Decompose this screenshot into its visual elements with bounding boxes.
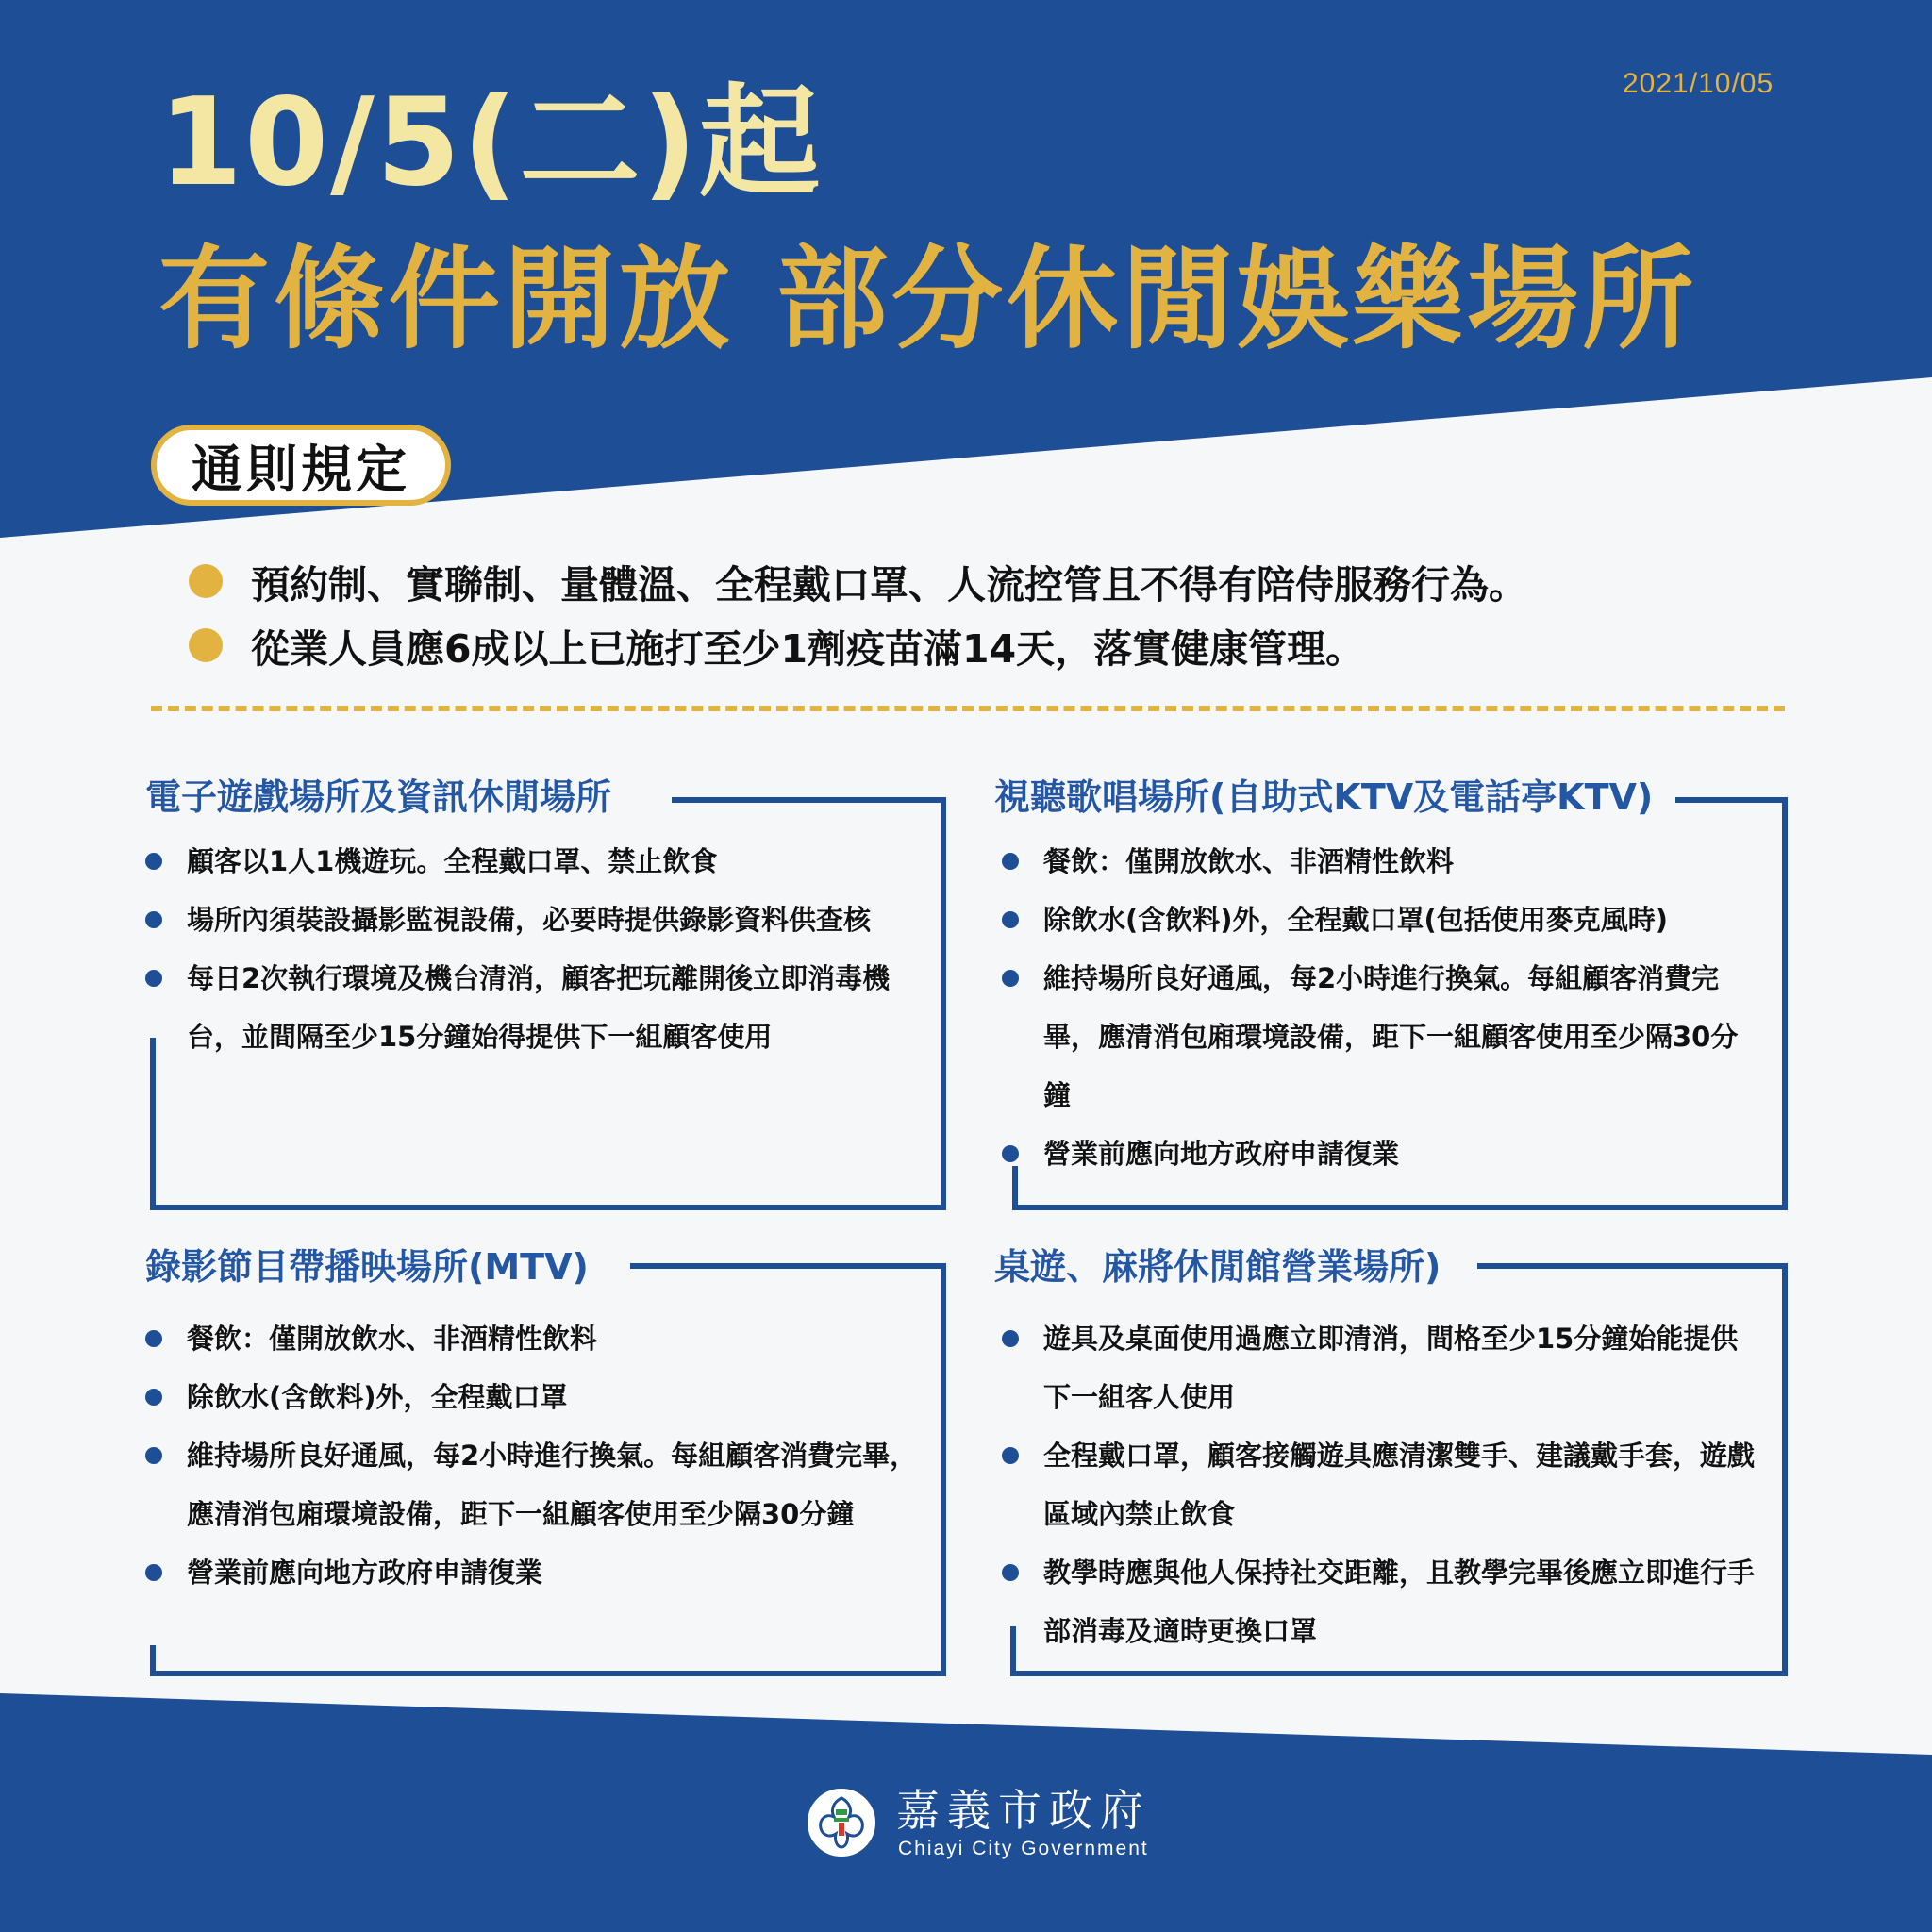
section-title-mtv: 錄影節目帶播映場所(MTV) (145, 1246, 589, 1288)
section-list-arcade (145, 832, 919, 1066)
organization-name-english: Chiayi City Government (898, 1838, 1149, 1859)
list-item: 營業前應向地方政府申請復業 (1002, 1124, 1757, 1183)
general-rule-text: 預約制、實聯制、量體溫、全程戴口罩、人流控管且不得有陪侍服務行為。 (251, 561, 1527, 608)
list-item: 場所內須裝設攝影監視設備，必要時提供錄影資料供查核 (145, 891, 919, 949)
section-title-board-games: 桌遊、麻將休閒館營業場所) (994, 1246, 1441, 1288)
list-item: 教學時應與他人保持社交距離，且教學完畢後應立即進行手部消毒及適時更換口罩 (1002, 1543, 1757, 1660)
bullet-dot-icon (1002, 853, 1019, 870)
section-list-board-games (1002, 1309, 1757, 1660)
section-title-ktv: 視聽歌唱場所(自助式KTV及電話亭KTV) (994, 776, 1654, 818)
bullet-dot-icon (189, 564, 223, 598)
bullet-dot-icon (145, 1564, 162, 1581)
bullet-dot-icon (189, 628, 223, 662)
list-item: 遊具及桌面使用過應立即清消，間格至少15分鐘始能提供下一組客人使用 (1002, 1309, 1757, 1426)
list-item: 餐飲：僅開放飲水、非酒精性飲料 (1002, 832, 1757, 891)
bullet-dot-icon (1002, 1330, 1019, 1347)
bullet-dot-icon (145, 1330, 162, 1347)
general-rules-badge (151, 425, 451, 506)
main-title: 有條件開放 部分休閒娛樂場所 (158, 234, 1698, 364)
list-item: 營業前應向地方政府申請復業 (145, 1543, 919, 1602)
bullet-dot-icon (145, 1389, 162, 1406)
bullet-dot-icon (1002, 1564, 1019, 1581)
section-title-arcade: 電子遊戲場所及資訊休閒場所 (145, 776, 612, 818)
bullet-dot-icon (145, 1447, 162, 1464)
dashed-divider (151, 706, 1785, 711)
list-item: 全程戴口罩，顧客接觸遊具應清潔雙手、建議戴手套，遊戲區域內禁止飲食 (1002, 1426, 1757, 1543)
section-list-mtv (145, 1309, 919, 1602)
bullet-dot-icon (145, 970, 162, 987)
list-item: 維持場所良好通風，每2小時進行換氣。每組顧客消費完畢，應清消包廂環境設備，距下一組顧客使用至少隔30分鐘 (1002, 949, 1757, 1124)
general-rule-item (189, 613, 1792, 677)
bullet-dot-icon (145, 911, 162, 928)
general-rules-list (189, 549, 1792, 677)
chiayi-city-emblem-icon (804, 1785, 879, 1860)
list-item: 除飲水(含飲料)外，全程戴口罩(包括使用麥克風時) (1002, 891, 1757, 949)
list-item: 餐飲：僅開放飲水、非酒精性飲料 (145, 1309, 919, 1368)
organization-name: 嘉義市政府 (896, 1785, 1151, 1836)
section-list-ktv (1002, 832, 1757, 1183)
list-item: 除飲水(含飲料)外，全程戴口罩 (145, 1368, 919, 1426)
general-rule-item (189, 549, 1792, 613)
bullet-dot-icon (1002, 1447, 1019, 1464)
bullet-dot-icon (145, 853, 162, 870)
bullet-dot-icon (1002, 911, 1019, 928)
general-rule-text: 從業人員應6成以上已施打至少1劑疫苗滿14天，落實健康管理。 (251, 625, 1365, 672)
bullet-dot-icon (1002, 970, 1019, 987)
bullet-dot-icon (1002, 1145, 1019, 1162)
title-date-line: 10/5(二)起 (158, 73, 822, 213)
general-rules-label: 通則規定 (192, 439, 410, 499)
date-stamp: 2021/10/05 (1623, 68, 1774, 99)
list-item: 維持場所良好通風，每2小時進行換氣。每組顧客消費完畢，應清消包廂環境設備，距下一組顧客使用至少隔30分鐘 (145, 1426, 919, 1543)
list-item: 顧客以1人1機遊玩。全程戴口罩、禁止飲食 (145, 832, 919, 891)
list-item: 每日2次執行環境及機台清消，顧客把玩離開後立即消毒機台，並間隔至少15分鐘始得提供下一組顧客使用 (145, 949, 919, 1066)
